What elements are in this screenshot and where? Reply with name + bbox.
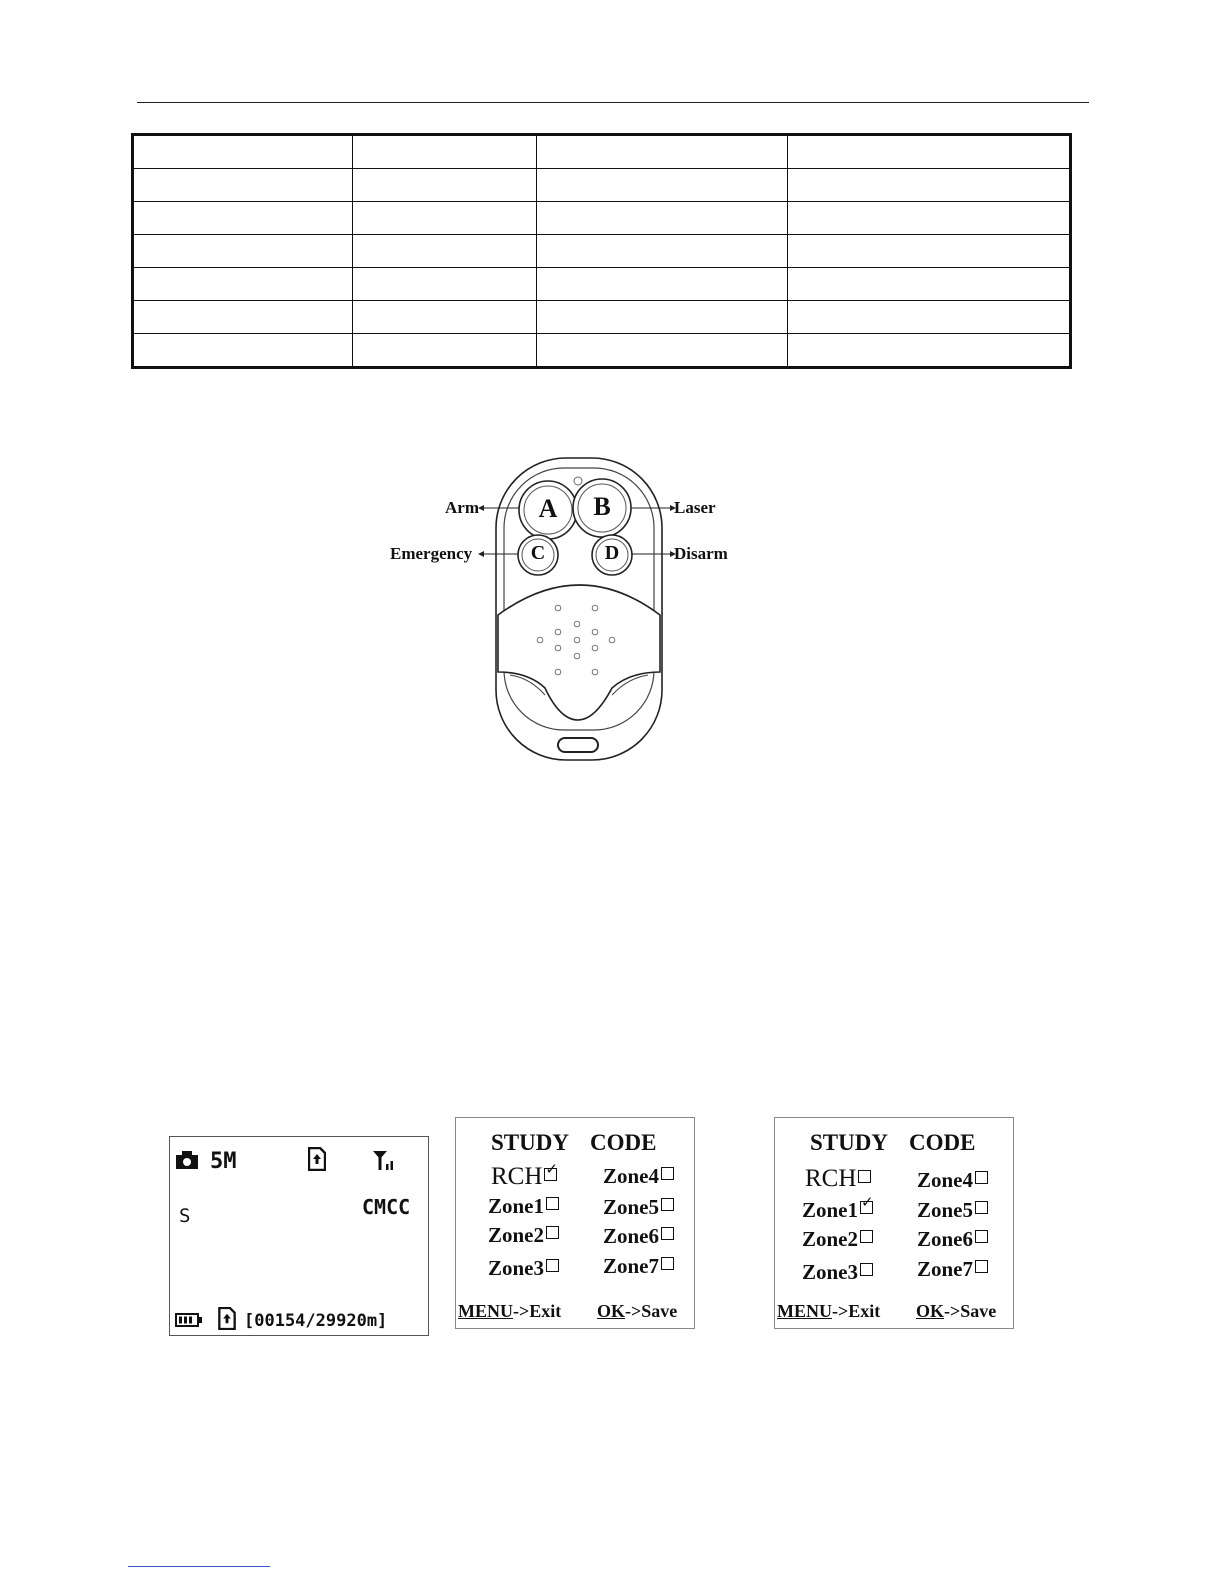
- table-row: [133, 268, 1071, 301]
- table-cell: [353, 235, 537, 268]
- table-cell: [537, 135, 788, 169]
- table-cell: [537, 301, 788, 334]
- zone3-label: Zone3: [802, 1260, 859, 1284]
- table-cell: [537, 169, 788, 202]
- zone3-checkbox[interactable]: [546, 1259, 559, 1272]
- ok-action: ->Save: [625, 1301, 678, 1321]
- rch-checkbox[interactable]: [544, 1168, 557, 1181]
- table-cell: [133, 334, 353, 368]
- zone6-label: Zone6: [603, 1224, 660, 1248]
- zone7-label: Zone7: [603, 1254, 660, 1278]
- table-row: [133, 202, 1071, 235]
- ok-key: OK: [597, 1301, 626, 1321]
- zone2-label: Zone2: [488, 1223, 545, 1247]
- zone2-checkbox[interactable]: [546, 1226, 559, 1239]
- zone3-option[interactable]: [802, 1260, 873, 1285]
- ok-action: ->Save: [944, 1301, 997, 1321]
- zone5-option[interactable]: [917, 1198, 988, 1223]
- zone3-option[interactable]: [488, 1256, 559, 1281]
- table-cell: [353, 301, 537, 334]
- zone1-checkbox[interactable]: [546, 1197, 559, 1210]
- title-code: CODE: [590, 1130, 657, 1155]
- table-cell: [788, 235, 1071, 268]
- label-arm: Arm: [445, 498, 479, 517]
- rch-label: RCH: [491, 1163, 543, 1190]
- zone5-checkbox[interactable]: [661, 1198, 674, 1211]
- zone1-checkbox[interactable]: [860, 1201, 873, 1214]
- zone5-option[interactable]: [603, 1195, 674, 1220]
- battery-icon: [175, 1313, 203, 1327]
- sd-card-small-icon: [218, 1307, 236, 1330]
- table-cell: [788, 135, 1071, 169]
- zone4-checkbox[interactable]: [661, 1167, 674, 1180]
- zone1-option[interactable]: [802, 1198, 873, 1223]
- table-cell: [537, 334, 788, 368]
- sd-card-icon: [308, 1147, 326, 1171]
- menu-key: MENU: [777, 1301, 832, 1321]
- zone5-label: Zone5: [603, 1195, 660, 1219]
- ok-save-hint[interactable]: [916, 1301, 996, 1322]
- zone3-checkbox[interactable]: [860, 1263, 873, 1276]
- table-cell: [133, 268, 353, 301]
- menu-action: ->Exit: [513, 1301, 562, 1321]
- zone4-label: Zone4: [603, 1164, 660, 1188]
- table-cell: [133, 169, 353, 202]
- table-row: [133, 235, 1071, 268]
- zone6-option[interactable]: [917, 1227, 988, 1252]
- lcd-status-screen: [169, 1136, 429, 1336]
- title-study: STUDY: [491, 1130, 569, 1155]
- zone1-option[interactable]: [488, 1194, 559, 1219]
- table-cell: [788, 169, 1071, 202]
- lcd-resolution: 5M: [210, 1149, 237, 1174]
- zone7-label: Zone7: [917, 1257, 974, 1281]
- rch-checkbox[interactable]: [858, 1170, 871, 1183]
- table-cell: [537, 268, 788, 301]
- zone3-label: Zone3: [488, 1256, 545, 1280]
- table-cell: [133, 135, 353, 169]
- zone2-label: Zone2: [802, 1227, 859, 1251]
- table-cell: [353, 268, 537, 301]
- zone4-option[interactable]: [917, 1168, 988, 1193]
- menu-action: ->Exit: [832, 1301, 881, 1321]
- table-cell: [788, 202, 1071, 235]
- table-cell: [353, 202, 537, 235]
- menu-key: MENU: [458, 1301, 513, 1321]
- menu-exit-hint[interactable]: [458, 1301, 561, 1322]
- zone5-checkbox[interactable]: [975, 1201, 988, 1214]
- zone2-option[interactable]: [802, 1227, 873, 1252]
- rch-option[interactable]: [491, 1163, 557, 1191]
- zone4-label: Zone4: [917, 1168, 974, 1192]
- table-cell: [537, 235, 788, 268]
- zone6-option[interactable]: [603, 1224, 674, 1249]
- zone7-option[interactable]: [603, 1254, 674, 1279]
- rch-label: RCH: [805, 1165, 857, 1192]
- header-rule: [137, 102, 1089, 103]
- menu-exit-hint[interactable]: [777, 1301, 880, 1322]
- zone6-checkbox[interactable]: [661, 1227, 674, 1240]
- button-b-letter: B: [593, 492, 611, 521]
- table-cell: [353, 334, 537, 368]
- zone6-checkbox[interactable]: [975, 1230, 988, 1243]
- rch-option[interactable]: [805, 1165, 871, 1193]
- table-cell: [133, 235, 353, 268]
- empty-table: [131, 133, 1072, 369]
- zone7-checkbox[interactable]: [661, 1257, 674, 1270]
- zone6-label: Zone6: [917, 1227, 974, 1251]
- table-row: [133, 301, 1071, 334]
- lcd-mode: S: [179, 1205, 191, 1227]
- zone4-checkbox[interactable]: [975, 1171, 988, 1184]
- table-cell: [133, 301, 353, 334]
- button-a-letter: A: [538, 494, 558, 523]
- ok-save-hint[interactable]: [597, 1301, 677, 1322]
- camera-icon: [176, 1151, 198, 1169]
- zone5-label: Zone5: [917, 1198, 974, 1222]
- button-d-letter: D: [604, 542, 620, 564]
- lcd-counter: [00154/29920m]: [244, 1311, 388, 1331]
- study-code-panel-2: [774, 1117, 1014, 1329]
- remote-control-figure: [380, 450, 760, 770]
- zone2-option[interactable]: [488, 1223, 559, 1248]
- table-cell: [353, 135, 537, 169]
- table-row: [133, 135, 1071, 169]
- table-cell: [788, 301, 1071, 334]
- button-c-letter: C: [530, 542, 546, 564]
- label-laser: Laser: [674, 498, 716, 517]
- footer-rule: [128, 1566, 270, 1567]
- ok-key: OK: [916, 1301, 945, 1321]
- table-cell: [788, 334, 1071, 368]
- zone7-option[interactable]: [917, 1257, 988, 1282]
- label-disarm: Disarm: [674, 544, 728, 563]
- label-emergency: Emergency: [390, 544, 473, 563]
- zone1-label: Zone1: [488, 1194, 545, 1218]
- zone2-checkbox[interactable]: [860, 1230, 873, 1243]
- table-cell: [353, 169, 537, 202]
- lcd-carrier: CMCC: [362, 1195, 411, 1219]
- title-code: CODE: [909, 1130, 976, 1155]
- zone1-label: Zone1: [802, 1198, 859, 1222]
- signal-icon: [373, 1150, 395, 1170]
- table-cell: [537, 202, 788, 235]
- study-code-panel-1: [455, 1117, 695, 1329]
- table-row: [133, 169, 1071, 202]
- table-cell: [788, 268, 1071, 301]
- zone7-checkbox[interactable]: [975, 1260, 988, 1273]
- zone4-option[interactable]: [603, 1164, 674, 1189]
- table-row: [133, 334, 1071, 368]
- title-study: STUDY: [810, 1130, 888, 1155]
- table-cell: [133, 202, 353, 235]
